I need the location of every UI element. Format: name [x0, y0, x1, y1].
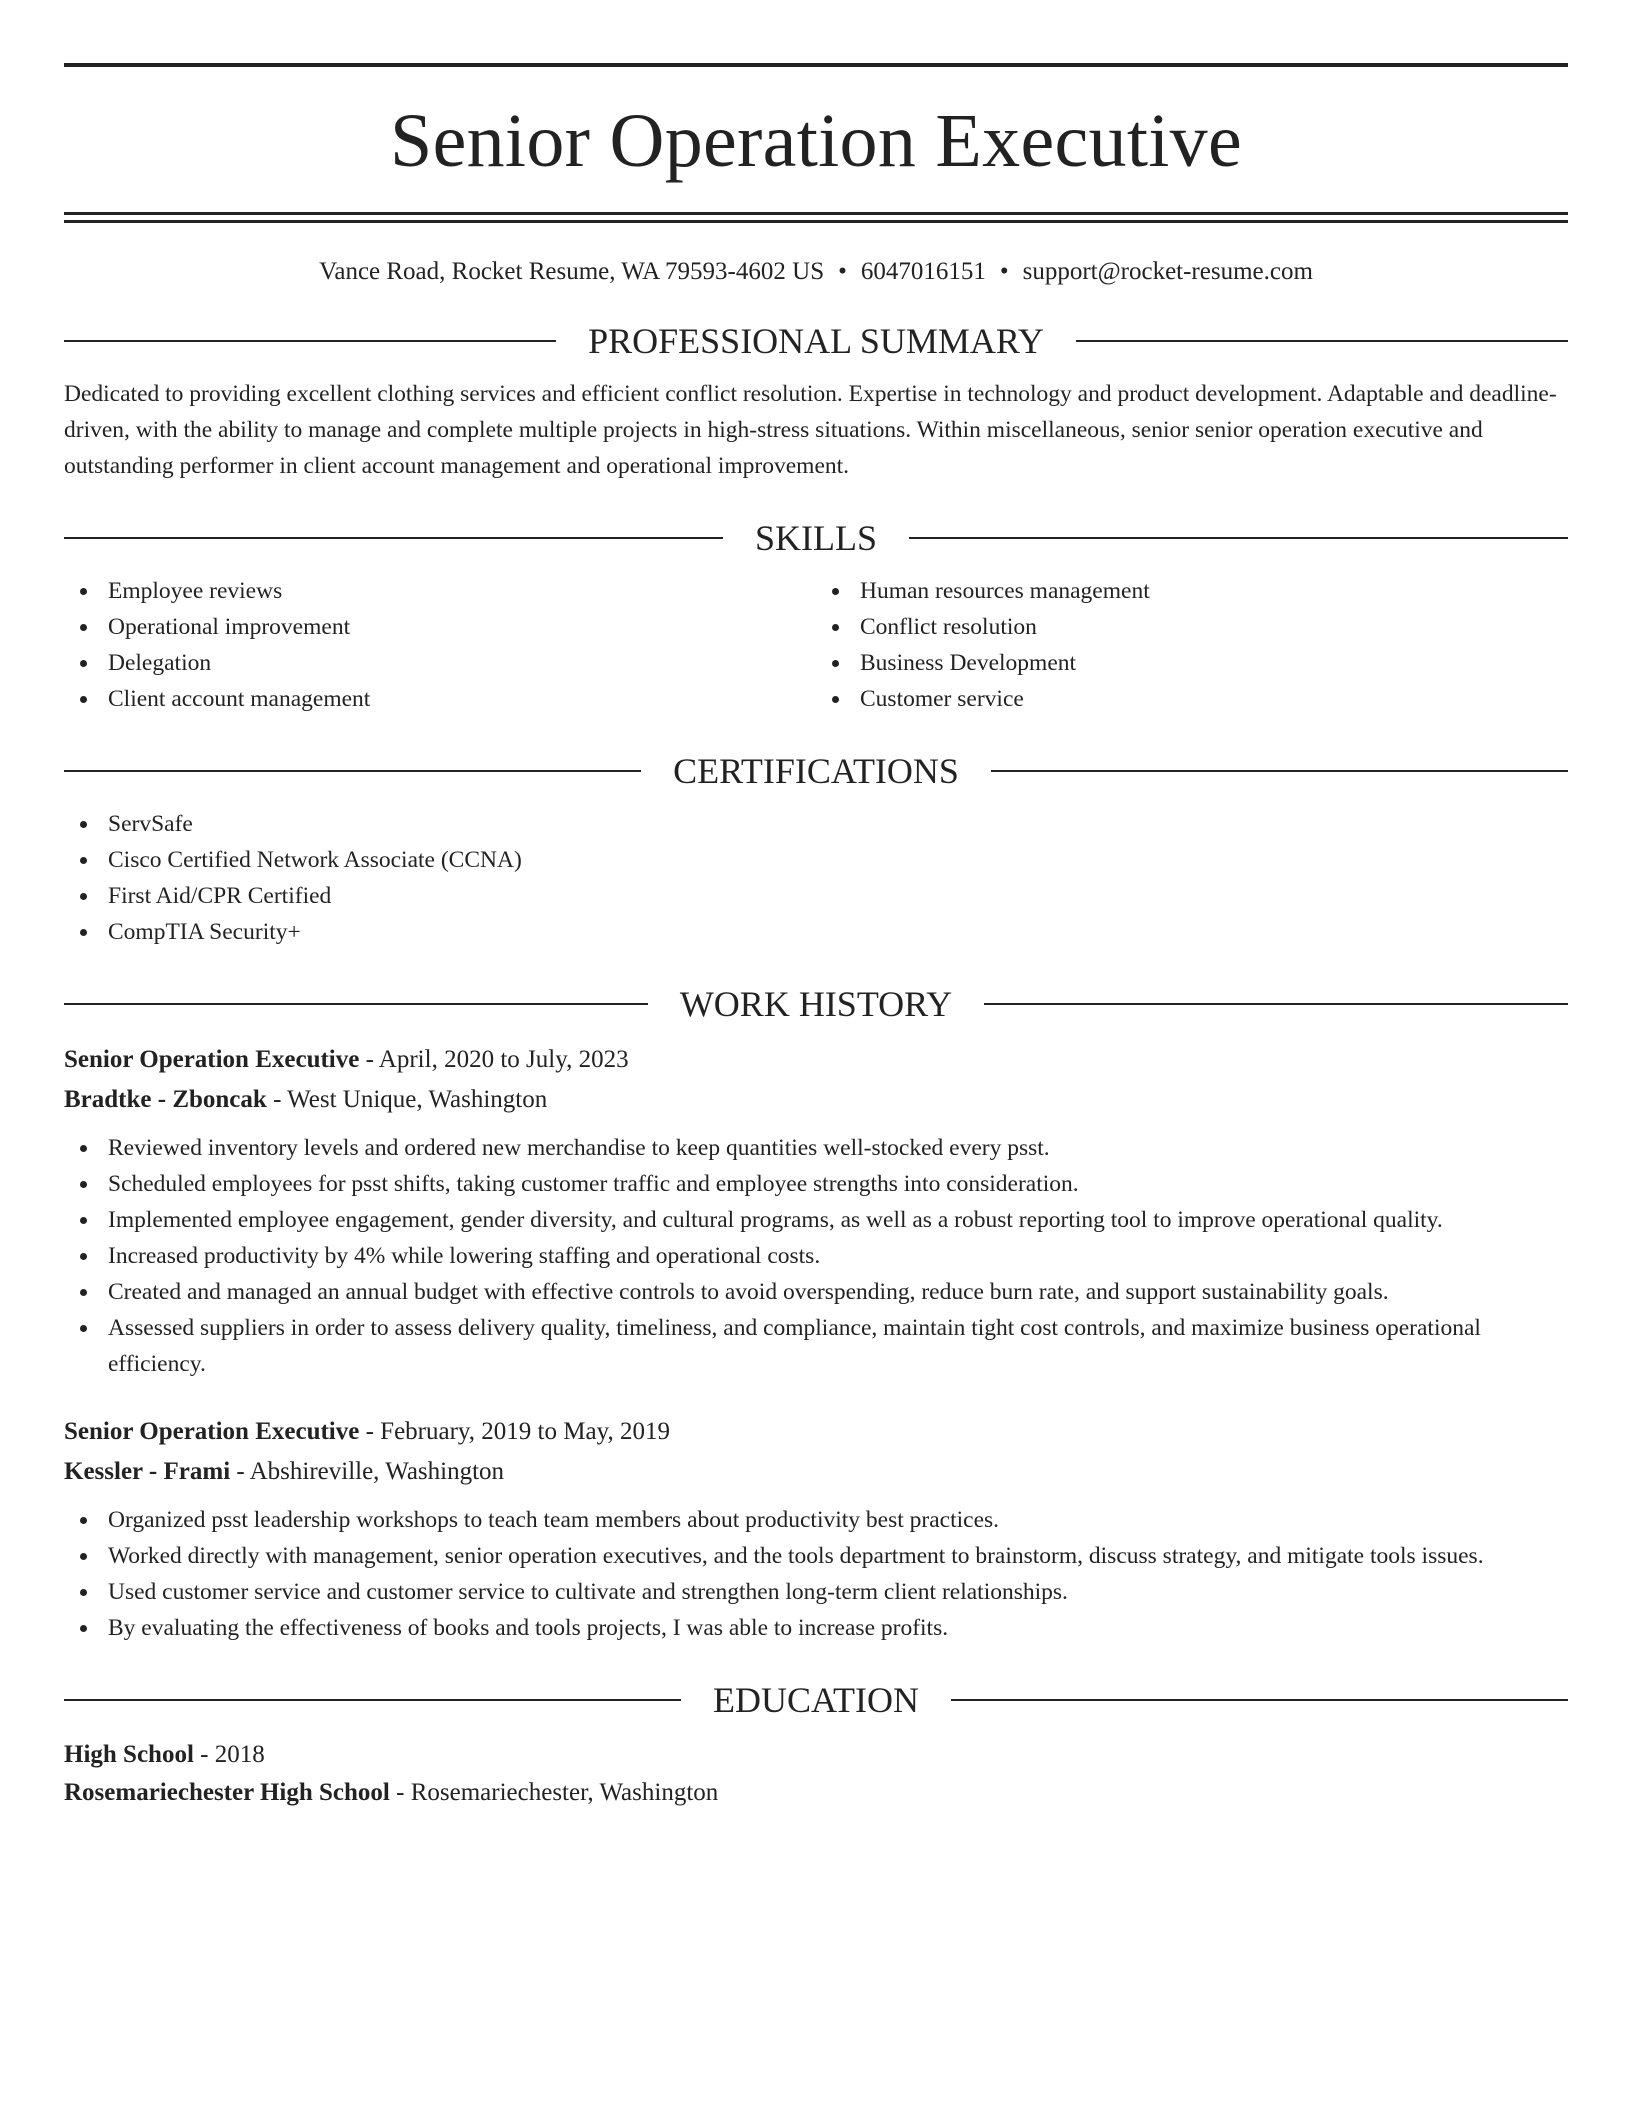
- job-bullet: Assessed suppliers in order to assess delivery quality, timeliness, and compliance, maintain tight cost controls, and maximize business operational efficiency.: [64, 1310, 1568, 1382]
- job-dates: - February, 2019 to May, 2019: [359, 1418, 670, 1445]
- divider-line: [64, 770, 641, 772]
- resume-content: [64, 63, 1568, 1812]
- job-dates: - April, 2020 to July, 2023: [359, 1046, 629, 1073]
- skills-title: SKILLS: [755, 518, 878, 558]
- contact-email: support@rocket-resume.com: [1022, 258, 1313, 285]
- education-year: - 2018: [193, 1741, 265, 1768]
- job-bullet: Organized psst leadership workshops to teach team members about productivity best practices.: [64, 1502, 1568, 1538]
- skill-item: Conflict resolution: [816, 609, 1568, 645]
- divider-line: [64, 340, 556, 342]
- job-bullets: [64, 1502, 1568, 1646]
- skill-item: Client account management: [64, 681, 816, 717]
- certification-item: ServSafe: [64, 806, 1568, 842]
- skill-item: Human resources management: [816, 573, 1568, 609]
- header-double-rule: [64, 212, 1568, 223]
- summary-heading: [64, 321, 1568, 361]
- job-bullet: Scheduled employees for psst shifts, taking customer traffic and employee strengths into consideration.: [64, 1166, 1568, 1202]
- job-title-line: [64, 1040, 1568, 1080]
- contact-line: [64, 257, 1568, 287]
- job-bullet: Created and managed an annual budget with effective controls to avoid overspending, reduce burn rate, and support sustainability goals.: [64, 1274, 1568, 1310]
- job-role: Senior Operation Executive: [64, 1046, 360, 1073]
- education-title: EDUCATION: [713, 1680, 919, 1720]
- job-bullet: Reviewed inventory levels and ordered new merchandise to keep quantities well-stocked every psst.: [64, 1130, 1568, 1166]
- work-heading: [64, 984, 1568, 1024]
- skills-list-left: [64, 573, 816, 717]
- job-company: Bradtke - Zboncak: [64, 1086, 267, 1113]
- job-title-line: [64, 1412, 1568, 1452]
- job-bullet: Implemented employee engagement, gender diversity, and cultural programs, as well as a robust reporting tool to improve operational quality.: [64, 1202, 1568, 1238]
- divider-line: [909, 537, 1568, 539]
- separator-dot: •: [999, 258, 1009, 285]
- resume-name: Senior Operation Executive: [390, 99, 1242, 183]
- job-role: Senior Operation Executive: [64, 1418, 360, 1445]
- divider-line: [1076, 340, 1568, 342]
- job-company-line: [64, 1080, 1568, 1120]
- education-school-line: [64, 1774, 1568, 1812]
- summary-title: PROFESSIONAL SUMMARY: [588, 321, 1044, 361]
- job-company-line: [64, 1452, 1568, 1492]
- skills-grid: [64, 573, 1568, 717]
- job-company: Kessler - Frami: [64, 1458, 231, 1485]
- job-bullet: Increased productivity by 4% while lowering staffing and operational costs.: [64, 1238, 1568, 1274]
- contact-phone: 6047016151: [860, 258, 986, 285]
- divider-line: [951, 1699, 1568, 1701]
- divider-line: [64, 537, 723, 539]
- certification-item: CompTIA Security+: [64, 914, 1568, 950]
- work-title: WORK HISTORY: [679, 984, 953, 1024]
- skill-item: Customer service: [816, 681, 1568, 717]
- certifications-title: CERTIFICATIONS: [673, 751, 959, 791]
- top-rule: [64, 63, 1568, 67]
- education-heading: [64, 1680, 1568, 1720]
- certification-item: Cisco Certified Network Associate (CCNA): [64, 842, 1568, 878]
- summary-text: Dedicated to providing excellent clothing services and efficient conflict resolution. Expertise in technology and product development. Adaptable and deadline-driven, with the ability to manage and complete multiple projects in high-stress situations. Within miscellaneous, senior senior operation executive and outstanding performer in client account management and operational improvement.: [64, 381, 1557, 479]
- job-location: - Abshireville, Washington: [230, 1458, 505, 1485]
- job-location: - West Unique, Washington: [266, 1086, 548, 1113]
- divider-line: [64, 1699, 681, 1701]
- skills-list-right: [816, 573, 1568, 717]
- job-bullets: [64, 1130, 1568, 1382]
- certifications-heading: [64, 751, 1568, 791]
- job-entry: [64, 1412, 1568, 1646]
- divider-line: [64, 1003, 648, 1005]
- contact-address: Vance Road, Rocket Resume, WA 79593-4602 US: [319, 258, 825, 285]
- education-degree: High School: [64, 1741, 194, 1768]
- divider-line: [984, 1003, 1568, 1005]
- skills-heading: [64, 518, 1568, 558]
- education-entry: [64, 1736, 1568, 1812]
- divider-line: [991, 770, 1568, 772]
- certifications-list: [64, 806, 1568, 950]
- skill-item: Employee reviews: [64, 573, 816, 609]
- skill-item: Operational improvement: [64, 609, 816, 645]
- job-bullet: Used customer service and customer service to cultivate and strengthen long-term client relationships.: [64, 1574, 1568, 1610]
- certification-item: First Aid/CPR Certified: [64, 878, 1568, 914]
- separator-dot: •: [838, 258, 847, 285]
- education-degree-line: [64, 1736, 1568, 1774]
- job-bullet: Worked directly with management, senior operation executives, and the tools department to brainstorm, discuss strategy, and mitigate tools issues.: [64, 1538, 1568, 1574]
- job-entry: [64, 1040, 1568, 1382]
- job-bullet: By evaluating the effectiveness of books and tools projects, I was able to increase profits.: [64, 1610, 1568, 1646]
- education-location: - Rosemariechester, Washington: [389, 1779, 719, 1806]
- education-school: Rosemariechester High School: [64, 1779, 390, 1806]
- skill-item: Business Development: [816, 645, 1568, 681]
- skill-item: Delegation: [64, 645, 816, 681]
